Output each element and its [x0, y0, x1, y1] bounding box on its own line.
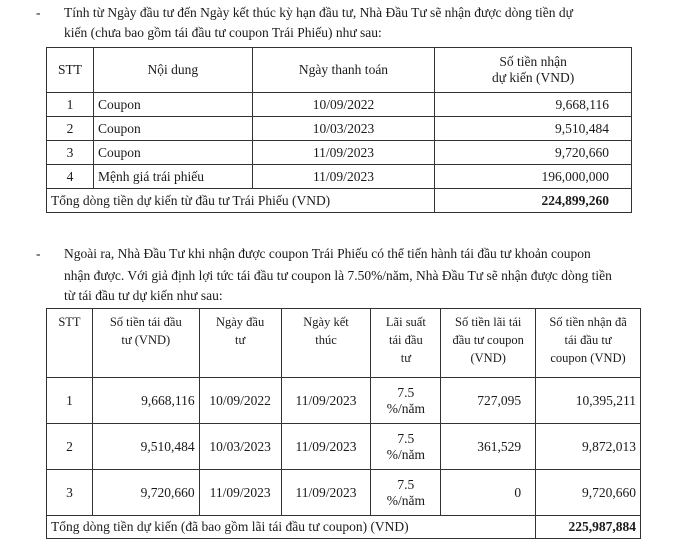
cell-rate: [371, 470, 441, 516]
header-line: tư: [234, 333, 246, 347]
rate-unit: %/năm: [386, 492, 425, 508]
cell-date: 11/09/2023: [252, 141, 435, 165]
table-header-row: [47, 48, 632, 93]
cell-content: Mệnh giá trái phiếu: [93, 165, 252, 189]
cell-interest: 0: [441, 470, 536, 516]
cell-stt: 2: [47, 117, 94, 141]
cell-date: 10/09/2022: [252, 93, 435, 117]
intro2-line-3: từ tái đầu tư dự kiến như sau:: [64, 288, 223, 303]
bullet-dash: -: [36, 5, 41, 20]
table-row: [47, 117, 632, 141]
header-line: tư: [400, 351, 411, 365]
table-row: [47, 141, 632, 165]
cell-content: Coupon: [93, 117, 252, 141]
intro-line-2: kiến (chưa bao gồm tái đầu tư coupon Trái Phiếu) như sau:: [64, 25, 382, 40]
header-stt: STT: [47, 309, 93, 378]
header-line: đầu tư coupon: [452, 333, 524, 347]
header-end-date: [281, 309, 371, 378]
header-line: Lãi suất: [385, 315, 426, 329]
total-label: Tổng dòng tiền dự kiến từ đầu tư Trái Phiếu (VND): [47, 189, 435, 213]
cell-amount: 196,000,000: [435, 165, 632, 189]
bullet-dash: -: [36, 246, 41, 261]
cell-end: 11/09/2023: [281, 424, 371, 470]
cell-interest: 361,529: [441, 424, 536, 470]
cell-start: 10/09/2022: [199, 378, 281, 424]
cell-end: 11/09/2023: [281, 378, 371, 424]
table-row: [47, 424, 641, 470]
table-header-row: [47, 309, 641, 378]
header-expected-amount-line1: Số tiền nhận: [499, 54, 567, 69]
header-line: Số tiền tái đầu: [109, 315, 182, 329]
cell-stt: 3: [47, 470, 93, 516]
cell-start: 11/09/2023: [199, 470, 281, 516]
total-value: 224,899,260: [435, 189, 632, 213]
header-reinvest-amount: [92, 309, 199, 378]
total-value: 225,987,884: [536, 516, 641, 539]
cell-interest: 727,095: [441, 378, 536, 424]
intro2-line-1: Ngoài ra, Nhà Đầu Tư khi nhận được coupon Trái Phiếu có thể tiến hành tái đầu tư khoản coupon: [64, 246, 591, 261]
cell-rate: [371, 424, 441, 470]
cell-content: Coupon: [93, 93, 252, 117]
cell-received: 9,720,660: [536, 470, 641, 516]
cell-stt: 2: [47, 424, 93, 470]
cell-end: 11/09/2023: [281, 470, 371, 516]
cell-content: Coupon: [93, 141, 252, 165]
cell-stt: 3: [47, 141, 94, 165]
header-expected-amount: [435, 48, 632, 93]
table-row: [47, 470, 641, 516]
header-amount-received: [536, 309, 641, 378]
cell-amount: 9,510,484: [435, 117, 632, 141]
cell-received: 10,395,211: [536, 378, 641, 424]
table-total-row: [47, 189, 632, 213]
cashflow-table: [46, 47, 632, 213]
cell-amount: 9,668,116: [92, 378, 199, 424]
cell-stt: 4: [47, 165, 94, 189]
header-start-date: [199, 309, 281, 378]
cell-received: 9,872,013: [536, 424, 641, 470]
header-reinvest-rate: [371, 309, 441, 378]
header-line: Ngày kết: [303, 315, 349, 329]
header-stt: STT: [47, 48, 94, 93]
header-line: Số tiền nhận đã: [549, 315, 627, 329]
cell-amount: 9,720,660: [435, 141, 632, 165]
rate-value: 7.5: [397, 476, 415, 492]
header-line: coupon (VND): [550, 351, 626, 365]
cell-stt: 1: [47, 378, 93, 424]
header-line: tư (VND): [121, 333, 171, 347]
cell-rate: [371, 378, 441, 424]
table-row: [47, 378, 641, 424]
cell-date: 11/09/2023: [252, 165, 435, 189]
rate-unit: %/năm: [386, 446, 425, 462]
header-line: thúc: [315, 333, 337, 347]
header-line: Ngày đầu: [215, 315, 265, 329]
rate-value: 7.5: [397, 384, 415, 400]
header-expected-amount-line2: dự kiến (VND): [491, 70, 575, 85]
header-content: Nội dung: [93, 48, 252, 93]
header-payment-date: Ngày thanh toán: [252, 48, 435, 93]
reinvestment-table: [46, 308, 641, 539]
header-reinvest-interest: [441, 309, 536, 378]
intro2-line-2: nhận được. Với giả định lợi tức tái đầu tư coupon là 7.50%/năm, Nhà Đầu Tư sẽ nhận được dòng tiền: [64, 268, 612, 283]
rate-value: 7.5: [397, 430, 415, 446]
table-row: [47, 93, 632, 117]
intro-line-1: Tính từ Ngày đầu tư đến Ngày kết thúc kỳ hạn đầu tư, Nhà Đầu Tư sẽ nhận được dòng tiền dự: [64, 5, 573, 20]
header-line: Số tiền lãi tái: [455, 315, 522, 329]
table-row: [47, 165, 632, 189]
header-line: tái đầu: [389, 333, 423, 347]
total-label: Tổng dòng tiền dự kiến (đã bao gồm lãi tái đầu tư coupon) (VND): [47, 516, 536, 539]
header-line: (VND): [470, 351, 506, 365]
table-total-row: [47, 516, 641, 539]
rate-unit: %/năm: [386, 400, 425, 416]
cell-date: 10/03/2023: [252, 117, 435, 141]
cell-stt: 1: [47, 93, 94, 117]
cell-amount: 9,510,484: [92, 424, 199, 470]
cell-amount: 9,720,660: [92, 470, 199, 516]
cell-amount: 9,668,116: [435, 93, 632, 117]
cell-start: 10/03/2023: [199, 424, 281, 470]
header-line: tái đầu tư: [564, 333, 612, 347]
